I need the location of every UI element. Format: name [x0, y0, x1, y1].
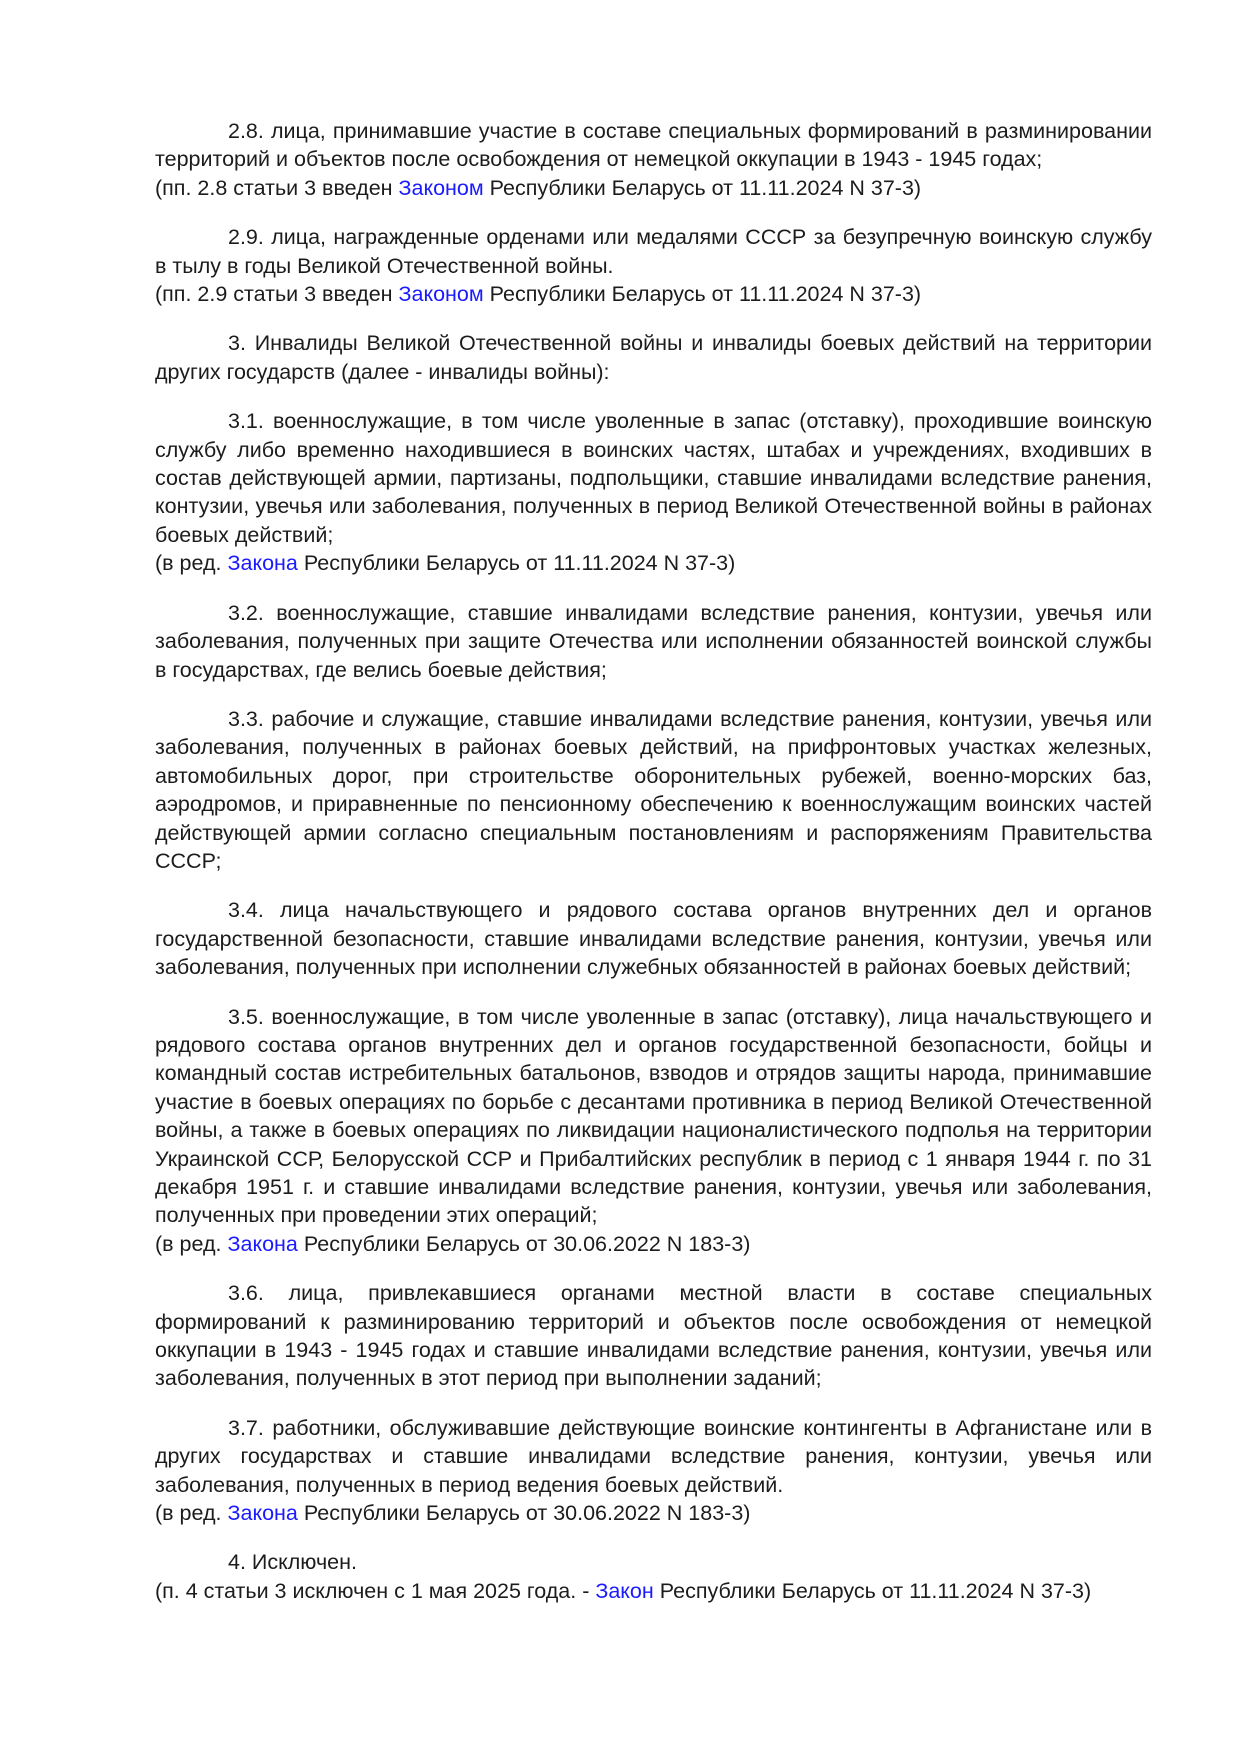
clause-3-1	[155, 407, 1152, 577]
law-link[interactable]: Закона	[227, 1501, 298, 1526]
document-text-column	[155, 117, 1152, 1605]
clause-3-6-text: 3.6. лица, привлекавшиеся органами местной власти в составе специальных формирований к разминированию территорий и объектов после освобождения от немецкой оккупации в 1943 - 1945 годах и ставшие инвалидами вследствие ранения, контузии, увечья или заболевания, полученных в этот период при выполнении заданий;	[155, 1281, 1152, 1391]
clause-3-3	[155, 705, 1152, 875]
clause-2-8	[155, 117, 1152, 202]
clause-3-4	[155, 896, 1152, 981]
note-text: (пп. 2.8 статьи 3 введен	[155, 175, 399, 200]
clause-3	[155, 329, 1152, 386]
clause-2-9	[155, 223, 1152, 308]
clause-3-5-text: 3.5. военнослужащие, в том числе уволенные в запас (отставку), лица начальствующего и рядового состава органов внутренних дел и органов государственной безопасности, бойцы и командный состав истребительных батальонов, взводов и отрядов защиты народа, принимавшие участие в боевых операциях по борьбе с десантами противника в период Великой Отечественной войны, а также в боевых операциях по ликвидации националистического подполья на территории Украинской ССР, Белорусской ССР и Прибалтийских республик в период с 1 января 1944 г. по 31 декабря 1951 г. и ставшие инвалидами вследствие ранения, контузии, увечья или заболевания, полученных при проведении этих операций;	[155, 1004, 1152, 1228]
clause-2-9-text: 2.9. лица, награжденные орденами или медалями СССР за безупречную воинскую службу в тылу в годы Великой Отечественной войны.	[155, 225, 1152, 278]
clause-2-9-amendment-note	[155, 280, 1152, 308]
law-link[interactable]: Законом	[398, 282, 484, 307]
note-text: Республики Беларусь от 30.06.2022 N 183-3)	[297, 1501, 751, 1526]
clause-3-6	[155, 1279, 1152, 1393]
clause-4	[155, 1548, 1152, 1605]
note-text: (в ред.	[155, 1231, 228, 1256]
clause-2-8-text: 2.8. лица, принимавшие участие в составе специальных формирований в разминировании территорий и объектов после освобождения от немецкой оккупации в 1943 - 1945 годах;	[155, 119, 1152, 172]
clause-3-7	[155, 1414, 1152, 1528]
note-text: Республики Беларусь от 11.11.2024 N 37-3)	[483, 282, 922, 307]
law-link[interactable]: Законом	[398, 175, 484, 200]
clause-3-5-amendment-note	[155, 1230, 1152, 1258]
clause-3-7-text: 3.7. работники, обслуживавшие действующие воинские контингенты в Афганистане или в других государствах и ставшие инвалидами вследствие ранения, контузии, увечья или заболевания, полученных в период ведения боевых действий.	[155, 1415, 1152, 1497]
clause-2-8-amendment-note	[155, 174, 1152, 202]
clause-3-2	[155, 599, 1152, 684]
note-text: (в ред.	[155, 1501, 228, 1526]
note-text: (пп. 2.9 статьи 3 введен	[155, 282, 399, 307]
law-link[interactable]: Закон	[595, 1578, 654, 1603]
note-text: Республики Беларусь от 11.11.2024 N 37-3)	[483, 175, 922, 200]
law-link[interactable]: Закона	[227, 551, 298, 576]
note-text: Республики Беларусь от 11.11.2024 N 37-3)	[653, 1578, 1092, 1603]
clause-3-3-text: 3.3. рабочие и служащие, ставшие инвалидами вследствие ранения, контузии, увечья или заболевания, полученных в районах боевых действий, на прифронтовых участках железных, автомобильных дорог, при строительстве оборонительных рубежей, военно-морских баз, аэродромов, и приравненные по пенсионному обеспечению к военнослужащим воинских частей действующей армии согласно специальным постановлениям и распоряжениям Правительства СССР;	[155, 706, 1152, 873]
clause-3-text: 3. Инвалиды Великой Отечественной войны и инвалиды боевых действий на территории других государств (далее - инвалиды войны):	[155, 331, 1152, 384]
note-text: (п. 4 статьи 3 исключен с 1 мая 2025 года. -	[155, 1578, 596, 1603]
clause-3-2-text: 3.2. военнослужащие, ставшие инвалидами вследствие ранения, контузии, увечья или заболевания, полученных при защите Отечества или исполнении обязанностей воинской службы в государствах, где велись боевые действия;	[155, 600, 1152, 682]
law-link[interactable]: Закона	[227, 1231, 298, 1256]
note-text: Республики Беларусь от 11.11.2024 N 37-3)	[297, 551, 736, 576]
clause-3-1-amendment-note	[155, 549, 1152, 577]
clause-4-text: 4. Исключен.	[228, 1550, 357, 1575]
clause-3-1-text: 3.1. военнослужащие, в том числе уволенные в запас (отставку), проходившие воинскую службу либо временно находившиеся в воинских частях, штабах и учреждениях, входивших в состав действующей армии, партизаны, подпольщики, ставшие инвалидами вследствие ранения, контузии, увечья или заболевания, полученных в период Великой Отечественной войны в районах боевых действий;	[155, 409, 1152, 547]
clause-3-5	[155, 1003, 1152, 1259]
note-text: (в ред.	[155, 551, 228, 576]
clause-3-7-amendment-note	[155, 1499, 1152, 1527]
clause-4-exclusion-note	[155, 1577, 1152, 1605]
clause-3-4-text: 3.4. лица начальствующего и рядового состава органов внутренних дел и органов государственной безопасности, ставшие инвалидами вследствие ранения, контузии, увечья или заболевания, полученных при исполнении служебных обязанностей в районах боевых действий;	[155, 898, 1152, 980]
note-text: Республики Беларусь от 30.06.2022 N 183-3)	[297, 1231, 751, 1256]
